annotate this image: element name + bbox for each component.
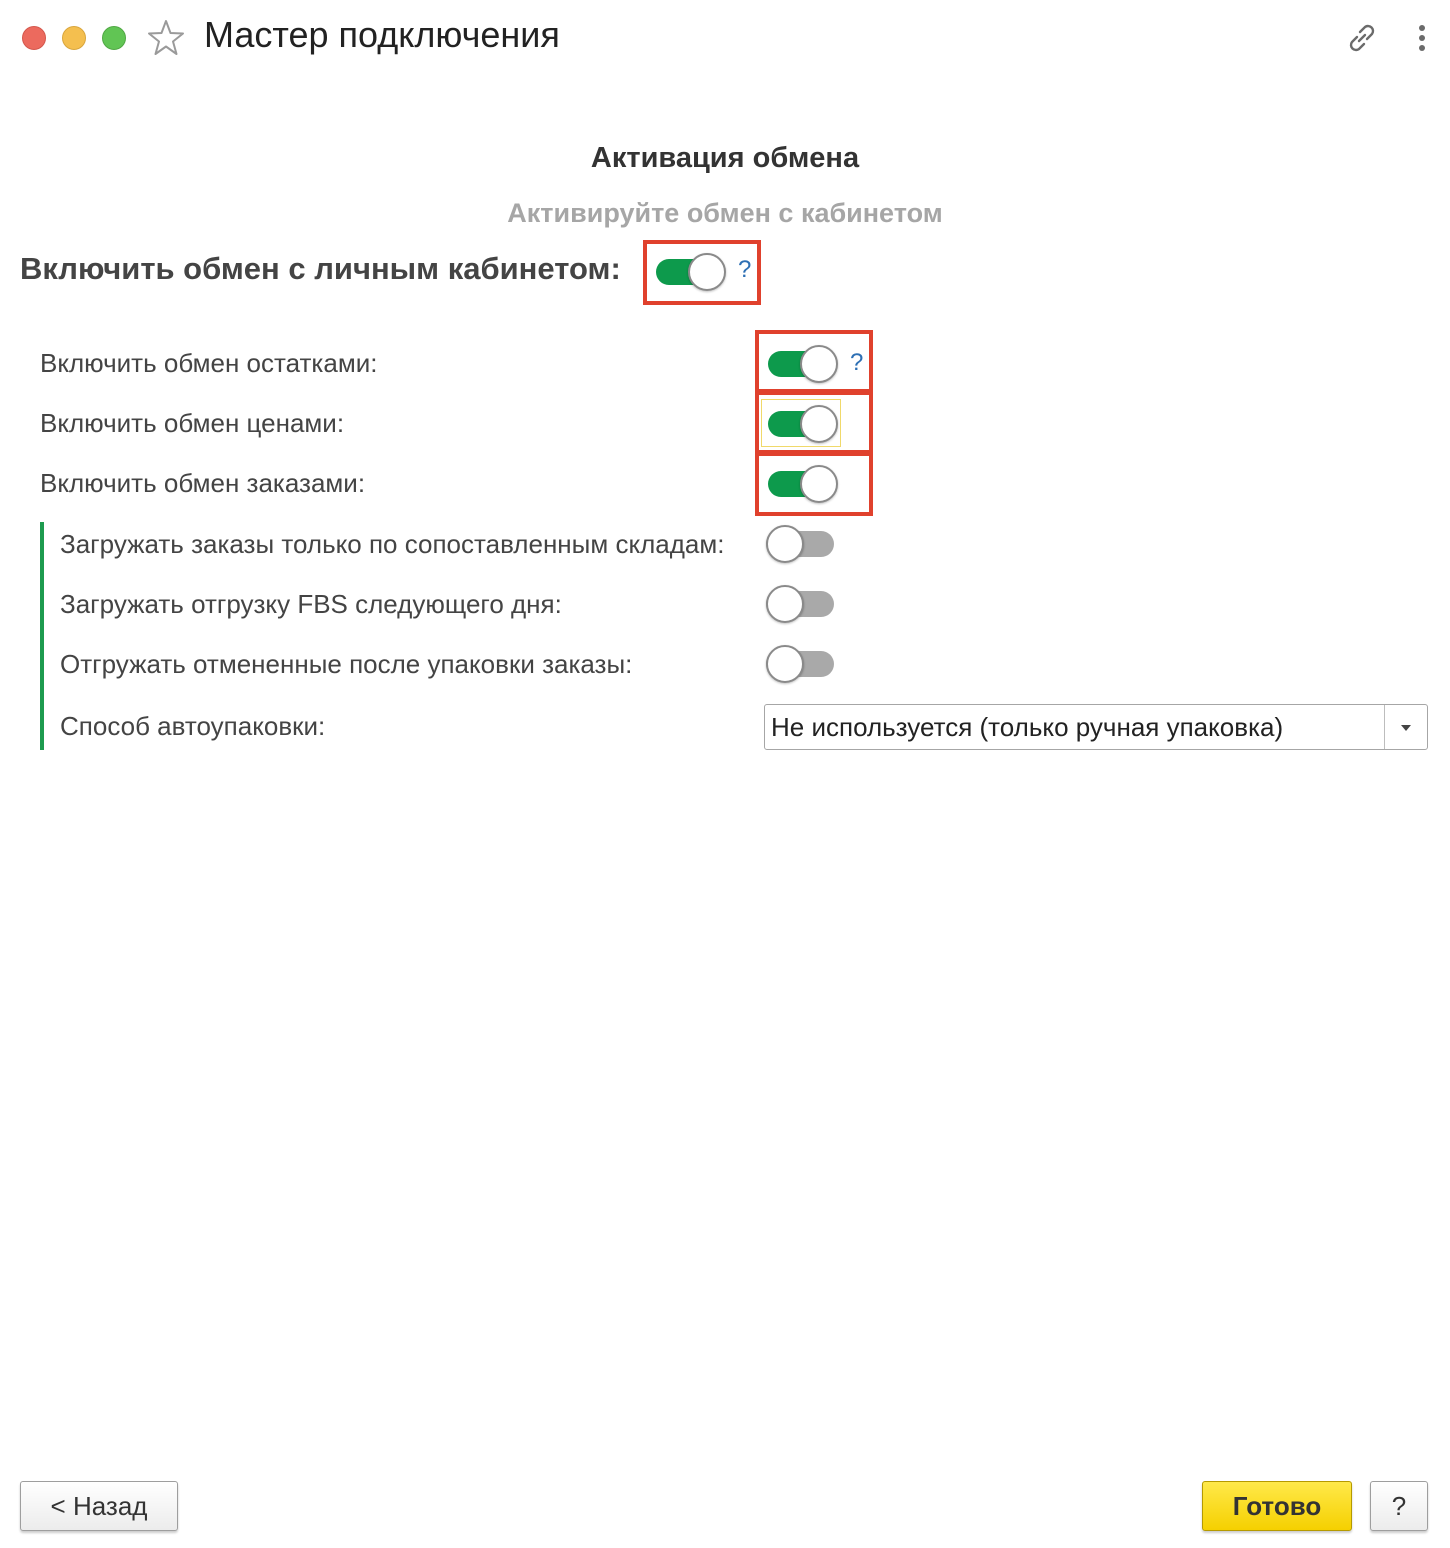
ship-cancelled-label: Отгружать отмененные после упаковки заказы: xyxy=(60,649,633,679)
maximize-window-button[interactable] xyxy=(102,26,126,50)
stock-exchange-label: Включить обмен остатками: xyxy=(40,348,378,378)
highlight-frame xyxy=(643,240,761,305)
mapped-warehouses-label: Загружать заказы только по сопоставленным складам: xyxy=(60,529,725,559)
done-button[interactable]: Готово xyxy=(1202,1481,1352,1531)
highlight-frame xyxy=(755,330,873,393)
main-exchange-label: Включить обмен с личным кабинетом: xyxy=(20,251,621,286)
ship-cancelled-toggle[interactable] xyxy=(766,645,834,683)
chevron-down-icon xyxy=(1401,725,1411,731)
main-exchange-help-link[interactable]: ? xyxy=(738,256,752,283)
stock-exchange-help-link[interactable]: ? xyxy=(850,349,864,376)
autopack-select[interactable] xyxy=(764,704,1428,750)
window-title: Мастер подключения xyxy=(204,14,560,55)
page-title: Активация обмена xyxy=(590,142,860,174)
back-button[interactable]: < Назад xyxy=(20,1481,178,1531)
group-indicator xyxy=(40,522,44,750)
fbs-next-day-label: Загружать отгрузку FBS следующего дня: xyxy=(60,589,562,619)
price-exchange-label: Включить обмен ценами: xyxy=(40,408,345,438)
fbs-next-day-toggle[interactable] xyxy=(766,585,834,623)
link-icon[interactable] xyxy=(1342,18,1382,58)
more-menu-icon[interactable] xyxy=(1410,22,1434,54)
close-window-button[interactable] xyxy=(22,26,46,50)
autopack-label: Способ автоупаковки: xyxy=(60,711,326,741)
autopack-dropdown-button[interactable] xyxy=(1384,705,1427,749)
star-icon[interactable] xyxy=(146,18,186,58)
page-subtitle: Активируйте обмен с кабинетом xyxy=(507,198,943,228)
help-button[interactable]: ? xyxy=(1370,1481,1428,1531)
autopack-select-value: Не используется (только ручная упаковка) xyxy=(771,712,1284,742)
mapped-warehouses-toggle[interactable] xyxy=(766,525,834,563)
minimize-window-button[interactable] xyxy=(62,26,86,50)
highlight-frame xyxy=(755,452,873,516)
order-exchange-label: Включить обмен заказами: xyxy=(40,468,366,498)
highlight-frame xyxy=(755,391,873,454)
